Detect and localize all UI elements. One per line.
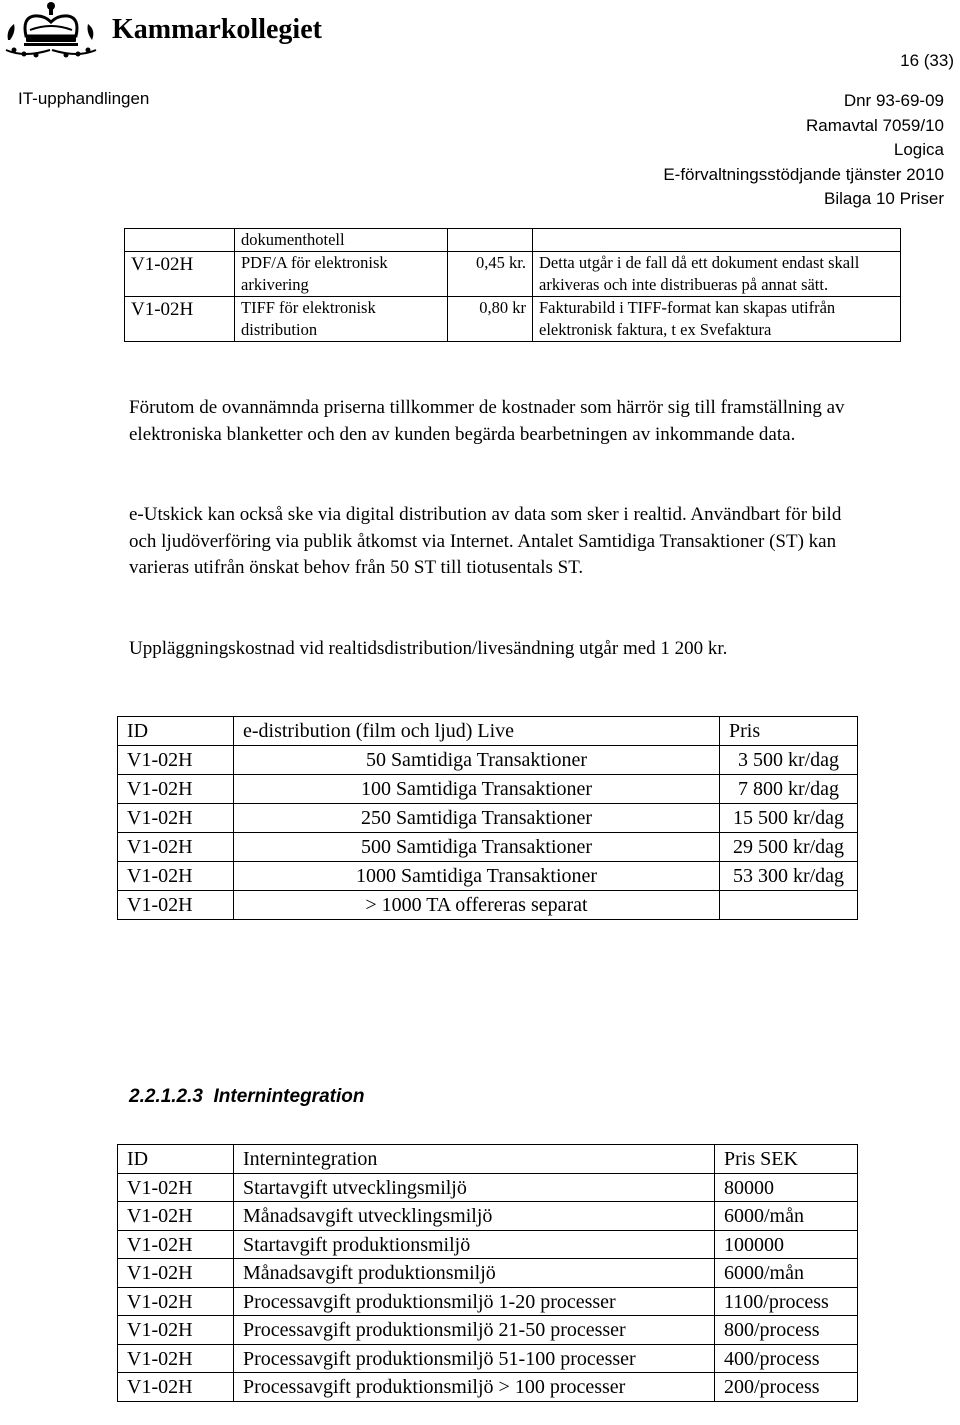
table-cell: V1-02H bbox=[118, 862, 234, 891]
table-cell: Startavgift utvecklingsmiljö bbox=[234, 1173, 715, 1202]
table-row bbox=[118, 1287, 858, 1316]
table-cell: V1-02H bbox=[118, 1316, 234, 1345]
column-header: ID bbox=[118, 717, 234, 746]
table-cell: 80000 bbox=[715, 1173, 858, 1202]
column-header: Pris bbox=[720, 717, 858, 746]
table-cell: V1-02H bbox=[118, 1173, 234, 1202]
table-cell: V1-02H bbox=[118, 1344, 234, 1373]
table-cell: Detta utgår i de fall då ett dokument endast skall arkiveras och inte distribueras på annat sätt. bbox=[533, 252, 901, 297]
table-header-row bbox=[118, 1145, 858, 1174]
table-cell: 200/process bbox=[715, 1373, 858, 1402]
table-row bbox=[125, 252, 901, 297]
table-cell: Processavgift produktionsmiljö > 100 processer bbox=[234, 1373, 715, 1402]
paragraph: Uppläggningskostnad vid realtidsdistribution/livesändning utgår med 1 200 kr. bbox=[129, 638, 728, 659]
table-row bbox=[125, 229, 901, 252]
table-cell: Processavgift produktionsmiljö 21-50 processer bbox=[234, 1316, 715, 1345]
table-row bbox=[118, 804, 858, 833]
table-cell: V1-02H bbox=[118, 1373, 234, 1402]
table-cell: V1-02H bbox=[118, 1287, 234, 1316]
paragraph: e-Utskick kan också ske via digital distribution av data som sker i realtid. Användbart för bild och ljudöverföring via publik åtkomst via Internet. Antalet Samtidiga Transaktioner (ST) kan varieras utifrån önskat behov från 50 ST till tiotusentals ST. bbox=[129, 504, 842, 578]
table-cell: V1-02H bbox=[118, 775, 234, 804]
archive-price-table bbox=[124, 228, 901, 342]
table-cell: TIFF för elektronisk distribution bbox=[235, 297, 448, 342]
table-cell: 15 500 kr/dag bbox=[720, 804, 858, 833]
table-cell bbox=[720, 891, 858, 920]
table-row bbox=[118, 833, 858, 862]
meta-line: Ramavtal 7059/10 bbox=[806, 115, 944, 135]
document-title: IT-upphandlingen bbox=[18, 89, 150, 108]
table-cell: 100000 bbox=[715, 1230, 858, 1259]
table-row bbox=[118, 775, 858, 804]
table-cell: 6000/mån bbox=[715, 1259, 858, 1288]
brand-name: Kammarkollegiet bbox=[112, 14, 322, 45]
table-cell bbox=[125, 229, 235, 252]
table-cell: 6000/mån bbox=[715, 1202, 858, 1231]
table-cell: 29 500 kr/dag bbox=[720, 833, 858, 862]
table-cell: 100 Samtidiga Transaktioner bbox=[234, 775, 720, 804]
column-header: e-distribution (film och ljud) Live bbox=[234, 717, 720, 746]
table-row bbox=[118, 1373, 858, 1402]
table-cell: 3 500 kr/dag bbox=[720, 746, 858, 775]
table-row bbox=[118, 1316, 858, 1345]
table-cell: V1-02H bbox=[118, 746, 234, 775]
table-cell: V1-02H bbox=[118, 804, 234, 833]
table-row bbox=[118, 1173, 858, 1202]
paragraph: Förutom de ovannämnda priserna tillkommer de kostnader som härrör sig till framställning av elektroniska blanketter och den av kunden begärda bearbetningen av inkommande data. bbox=[129, 397, 845, 445]
meta-line: Logica bbox=[893, 140, 944, 159]
internintegration-table bbox=[117, 1144, 858, 1402]
table-cell: 50 Samtidiga Transaktioner bbox=[234, 746, 720, 775]
table-cell: 800/process bbox=[715, 1316, 858, 1345]
table-cell bbox=[448, 229, 533, 252]
table-row bbox=[125, 297, 901, 342]
table-cell: 250 Samtidiga Transaktioner bbox=[234, 804, 720, 833]
table-cell bbox=[533, 229, 901, 252]
table-cell: V1-02H bbox=[118, 1259, 234, 1288]
meta-line: E-förvaltningsstödjande tjänster 2010 bbox=[663, 164, 944, 184]
table-cell: V1-02H bbox=[125, 297, 235, 342]
table-cell: V1-02H bbox=[118, 1230, 234, 1259]
table-cell: Processavgift produktionsmiljö 1-20 processer bbox=[234, 1287, 715, 1316]
kammarkollegiet-logo bbox=[4, 0, 324, 60]
table-cell: 53 300 kr/dag bbox=[720, 862, 858, 891]
table-cell: dokumenthotell bbox=[235, 229, 448, 252]
table-cell: 7 800 kr/dag bbox=[720, 775, 858, 804]
column-header: ID bbox=[118, 1145, 234, 1174]
table-cell: 400/process bbox=[715, 1344, 858, 1373]
meta-line: Dnr 93-69-09 bbox=[843, 91, 944, 110]
table-header-row bbox=[118, 717, 858, 746]
table-row bbox=[118, 1202, 858, 1231]
table-cell: V1-02H bbox=[118, 833, 234, 862]
table-cell: PDF/A för elektronisk arkivering bbox=[235, 252, 448, 297]
table-cell: Processavgift produktionsmiljö 51-100 processer bbox=[234, 1344, 715, 1373]
table-cell: Månadsavgift utvecklingsmiljö bbox=[234, 1202, 715, 1231]
table-row bbox=[118, 746, 858, 775]
table-cell: Månadsavgift produktionsmiljö bbox=[234, 1259, 715, 1288]
table-row bbox=[118, 1259, 858, 1288]
meta-line: Bilaga 10 Priser bbox=[823, 189, 944, 208]
table-cell: Startavgift produktionsmiljö bbox=[234, 1230, 715, 1259]
table-row bbox=[118, 891, 858, 920]
table-row bbox=[118, 1230, 858, 1259]
page-number: 16 (33) bbox=[900, 51, 954, 70]
table-cell: 1000 Samtidiga Transaktioner bbox=[234, 862, 720, 891]
column-header: Internintegration bbox=[234, 1145, 715, 1174]
table-cell: V1-02H bbox=[125, 252, 235, 297]
table-cell: V1-02H bbox=[118, 891, 234, 920]
table-cell: 1100/process bbox=[715, 1287, 858, 1316]
table-row bbox=[118, 862, 858, 891]
table-cell: V1-02H bbox=[118, 1202, 234, 1231]
table-cell: > 1000 TA offereras separat bbox=[234, 891, 720, 920]
table-row bbox=[118, 1344, 858, 1373]
live-distribution-table bbox=[117, 716, 858, 920]
document-meta bbox=[663, 89, 944, 212]
table-cell: 0,80 kr bbox=[448, 297, 533, 342]
table-cell: 500 Samtidiga Transaktioner bbox=[234, 833, 720, 862]
table-cell: 0,45 kr. bbox=[448, 252, 533, 297]
column-header: Pris SEK bbox=[715, 1145, 858, 1174]
section-heading: 2.2.1.2.3 Internintegration bbox=[129, 1086, 365, 1107]
table-cell: Fakturabild i TIFF-format kan skapas utifrån elektronisk faktura, t ex Svefaktura bbox=[533, 297, 901, 342]
